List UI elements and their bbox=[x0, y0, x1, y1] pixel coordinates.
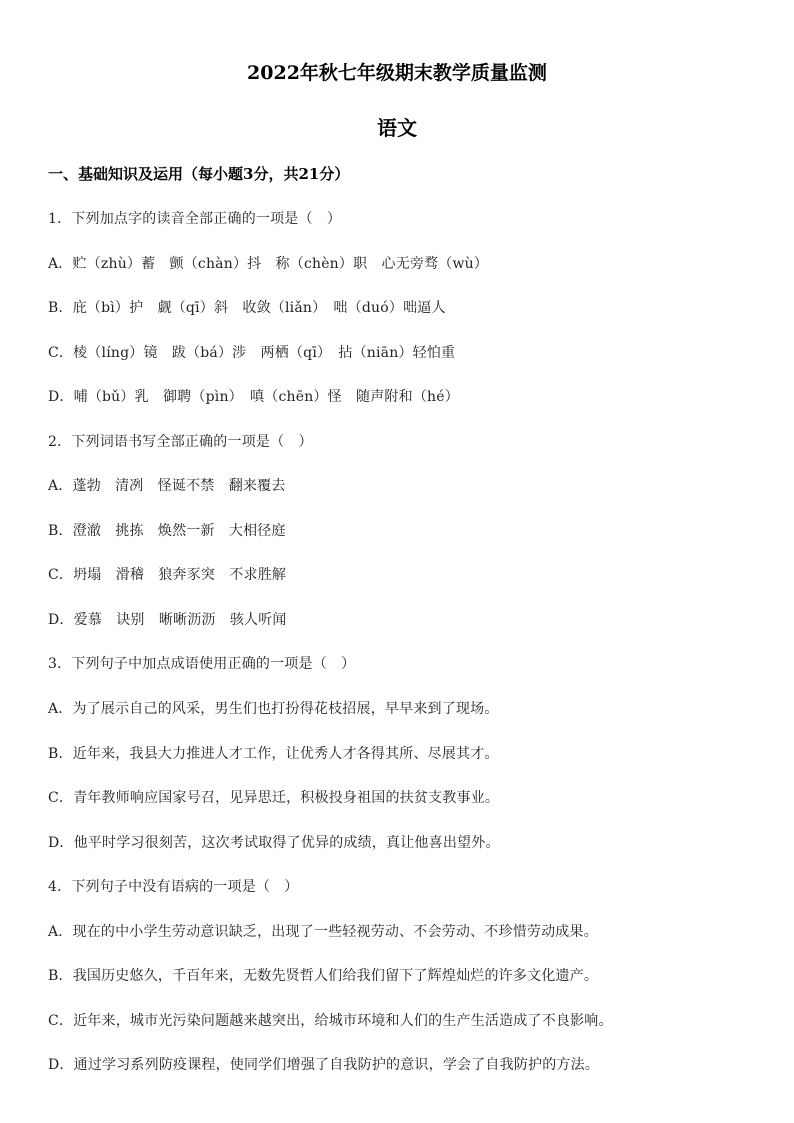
question-1-option-b: B．庇（bì）护 觑（qī）斜 收敛（liǎn） 咄（duó）咄逼人 bbox=[48, 300, 446, 316]
question-4-stem: 4．下列句子中没有语病的一项是（ ） bbox=[48, 879, 299, 895]
question-3-stem: 3．下列句子中加点成语使用正确的一项是（ ） bbox=[48, 656, 356, 672]
question-2-option-c: C．坍塌 滑稽 狼奔豕突 不求胜解 bbox=[48, 567, 287, 583]
question-1-option-c: C．棱（líng）镜 跋（bá）涉 两栖（qī） 拈（niān）轻怕重 bbox=[48, 345, 456, 361]
question-2-option-a: A．蓬勃 清冽 怪诞不禁 翻来覆去 bbox=[48, 478, 286, 494]
exam-title: 2022年秋七年级期末教学质量监测 bbox=[247, 62, 547, 84]
question-2-option-b: B．澄澈 挑拣 焕然一新 大相径庭 bbox=[48, 523, 286, 539]
question-3-option-b: B．近年来，我县大力推进人才工作，让优秀人才各得其所、尽展其才。 bbox=[48, 746, 499, 762]
question-4-option-d: D．通过学习系列防疫课程，使同学们增强了自我防护的意识，学会了自我防护的方法。 bbox=[48, 1057, 600, 1073]
question-1-option-d: D．哺（bǔ）乳 御聘（pìn） 嗔（chēn）怪 随声附和（hé） bbox=[48, 389, 459, 405]
question-4-option-a: A．现在的中小学生劳动意识缺乏，出现了一些轻视劳动、不会劳动、不珍惜劳动成果。 bbox=[48, 924, 598, 940]
question-3-option-c: C．青年教师响应国家号召，见异思迁，积极投身祖国的扶贫支教事业。 bbox=[48, 790, 500, 806]
question-3-option-d: D．他平时学习很刻苦，这次考试取得了优异的成绩，真让他喜出望外。 bbox=[48, 835, 500, 851]
subject-title: 语文 bbox=[377, 116, 417, 140]
question-1-option-a: A．贮（zhù）蓄 颤（chàn）抖 称（chèn）职 心无旁骛（wù） bbox=[48, 256, 489, 272]
question-4-option-c: C．近年来，城市光污染问题越来越突出，给城市环境和人们的生产生活造成了不良影响。 bbox=[48, 1013, 613, 1029]
question-3-option-a: A．为了展示自己的风采，男生们也打扮得花枝招展，早早来到了现场。 bbox=[48, 701, 499, 717]
question-4-option-b: B．我国历史悠久，千百年来，无数先贤哲人们给我们留下了辉煌灿烂的许多文化遗产。 bbox=[48, 968, 599, 984]
question-2-stem: 2．下列词语书写全部正确的一项是（ ） bbox=[48, 434, 313, 450]
question-1-stem: 1．下列加点字的读音全部正确的一项是（ ） bbox=[48, 211, 342, 227]
question-2-option-d: D．爱慕 诀别 晰晰沥沥 骇人听闻 bbox=[48, 612, 287, 628]
section-heading: 一、基础知识及运用（每小题3分，共21分） bbox=[48, 165, 350, 183]
